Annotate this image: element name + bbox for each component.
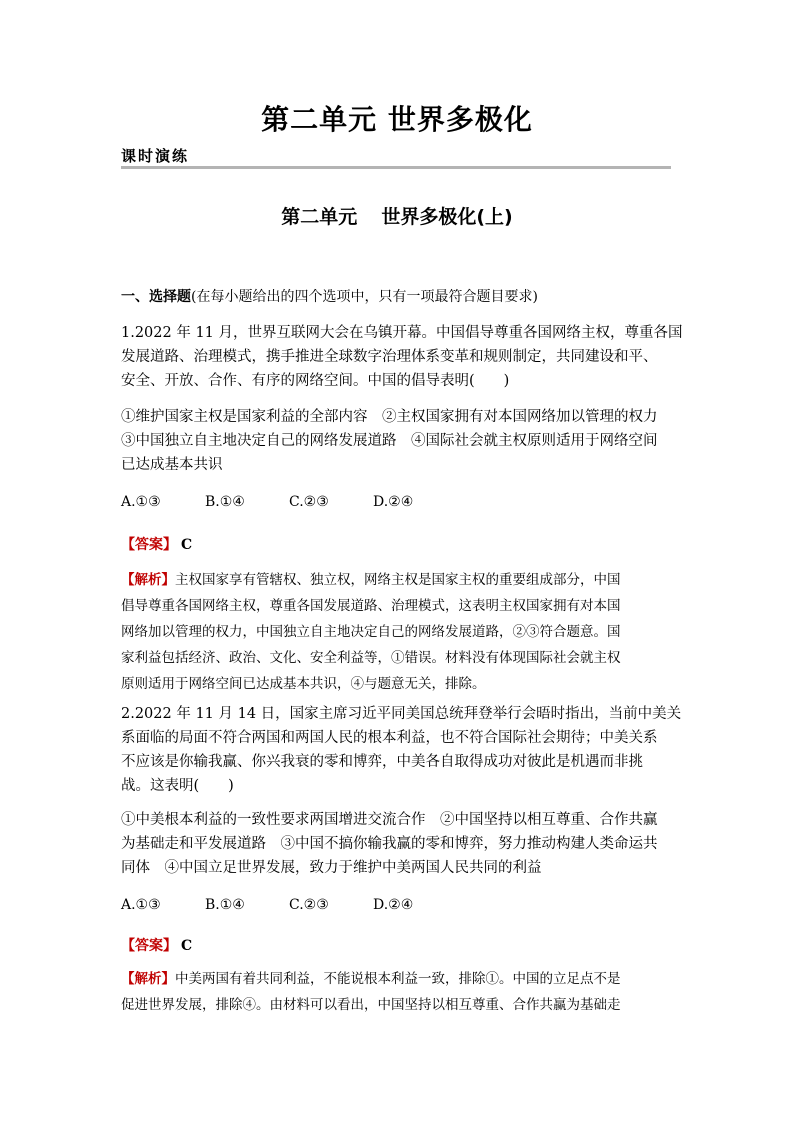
question-1-options: [121, 494, 413, 510]
option-d[interactable]: D.②④: [373, 897, 414, 913]
question-1-stem: [121, 321, 683, 393]
analysis-line: 促进世界发展，排除④。由材料可以看出，中国坚持以相互尊重、合作共赢为基础走: [121, 997, 621, 1013]
question-2-stem: [121, 702, 682, 798]
question-1-items: [121, 405, 673, 477]
document-title: 第二单元 世界多极化: [261, 103, 533, 136]
analysis-line: 网络加以管理的权力，中国独立自主地决定自己的网络发展道路，②③符合题意。国: [121, 624, 621, 640]
answer-value: C: [181, 537, 193, 553]
section-label: 课时演练: [121, 147, 190, 165]
item-line: 为基础走和平发展道路 ③中国不搞你输我赢的零和博弈，努力推动构建人类命运共: [121, 836, 658, 852]
unit-subtitle: [0, 202, 794, 229]
option-a[interactable]: A.①③: [121, 897, 161, 913]
unit-subtitle-unit: 第二单元: [281, 206, 358, 228]
option-b[interactable]: B.①④: [205, 897, 245, 913]
question-2-answer: [121, 935, 192, 955]
question-1-answer: [121, 534, 192, 554]
stem-line: 安全、开放、合作、有序的网络空间。中国的倡导表明( ): [121, 373, 510, 389]
section-instruction: [121, 286, 538, 306]
option-a[interactable]: A.①③: [121, 494, 161, 510]
section-instruction-head: 一、选择题: [121, 289, 191, 305]
answer-value: C: [181, 938, 193, 954]
analysis-line: 家利益包括经济、政治、文化、安全利益等，①错误。材料没有体现国际社会就主权: [121, 650, 621, 666]
option-b[interactable]: B.①④: [205, 494, 245, 510]
item-line: 已达成基本共识: [121, 457, 223, 473]
stem-line: 1.2022 年 11 月，世界互联网大会在乌镇开幕。中国倡导尊重各国网络主权，尊重各国: [121, 325, 683, 341]
analysis-line: 倡导尊重各国网络主权，尊重各国发展道路、治理模式，这表明主权国家拥有对本国: [121, 598, 621, 614]
question-2-items: [121, 808, 673, 880]
question-2-analysis: [121, 966, 673, 1018]
stem-line: 不应该是你输我赢、你兴我衰的零和博弈，中美各自取得成功对彼此是机遇而非挑: [121, 754, 643, 770]
unit-subtitle-topic: 世界多极化(上): [381, 206, 513, 228]
stem-line: 系面临的局面不符合两国和两国人民的根本利益，也不符合国际社会期待；中美关系: [121, 730, 658, 746]
answer-label: 【答案】: [121, 537, 177, 553]
analysis-label: 【解析】: [121, 971, 175, 987]
item-line: ①维护国家主权是国家利益的全部内容 ②主权国家拥有对本国网络加以管理的权力: [121, 409, 658, 425]
item-line: 同体 ④中国立足世界发展，致力于维护中美两国人民共同的利益: [121, 860, 542, 876]
question-1-analysis: [121, 567, 673, 697]
stem-line: 2.2022 年 11 月 14 日，国家主席习近平同美国总统拜登举行会晤时指出，当前中美关: [121, 706, 682, 722]
item-line: ①中美根本利益的一致性要求两国增进交流合作 ②中国坚持以相互尊重、合作共赢: [121, 812, 658, 828]
answer-label: 【答案】: [121, 938, 177, 954]
section-instruction-text: (在每小题给出的四个选项中，只有一项最符合题目要求): [191, 289, 538, 305]
analysis-label: 【解析】: [121, 572, 175, 588]
analysis-line: 原则适用于网络空间已达成基本共识，④与题意无关，排除。: [121, 676, 486, 692]
stem-line: 发展道路、治理模式，携手推进全球数字治理体系变革和规则制定，共同建设和平、: [121, 349, 658, 365]
analysis-line: 主权国家享有管辖权、独立权，网络主权是国家主权的重要组成部分，中国: [175, 572, 621, 588]
item-line: ③中国独立自主地决定自己的网络发展道路 ④国际社会就主权原则适用于网络空间: [121, 433, 658, 449]
question-2-options: [121, 897, 413, 913]
option-d[interactable]: D.②④: [373, 494, 414, 510]
stem-line: 战。这表明( ): [121, 778, 234, 794]
divider-rule: [121, 166, 671, 169]
option-c[interactable]: C.②③: [289, 897, 329, 913]
option-c[interactable]: C.②③: [289, 494, 329, 510]
analysis-line: 中美两国有着共同利益，不能说根本利益一致，排除①。中国的立足点不是: [175, 971, 621, 987]
